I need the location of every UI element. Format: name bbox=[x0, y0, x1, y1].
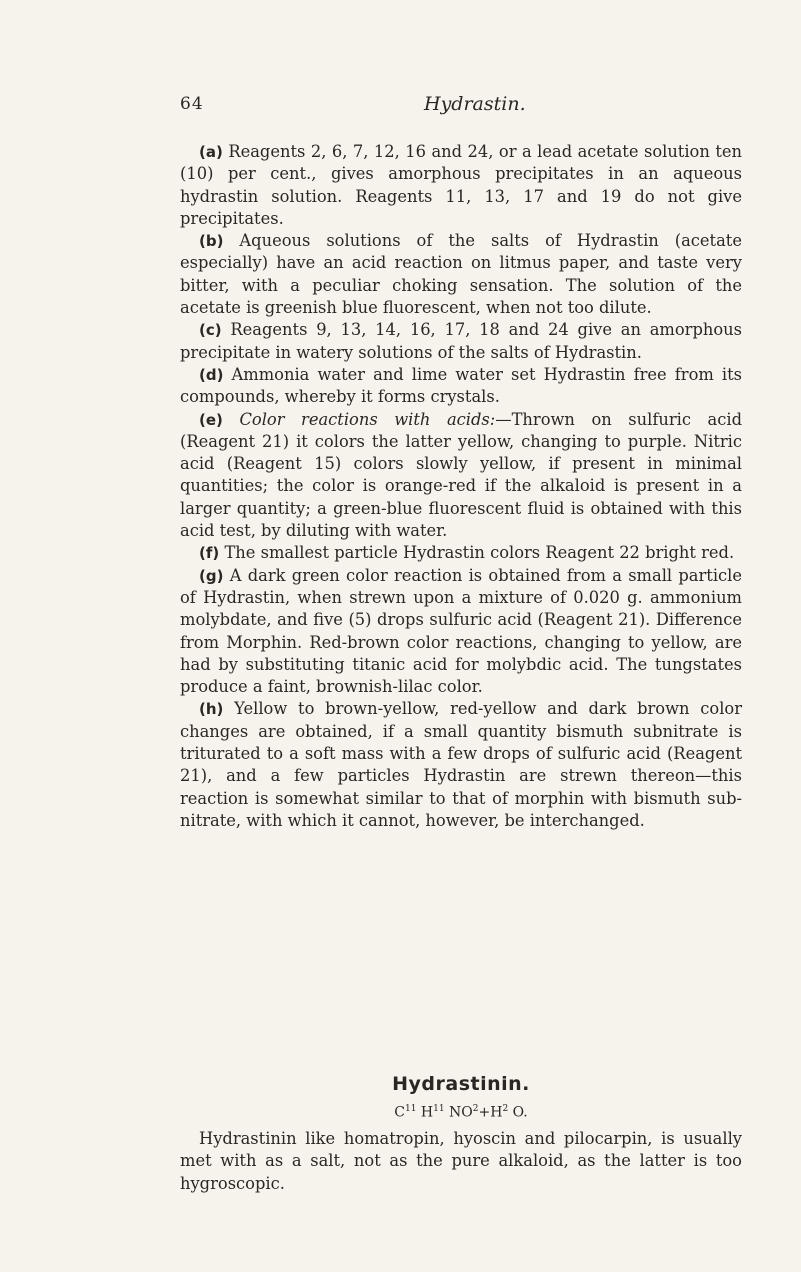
paragraph-c bbox=[180, 319, 742, 364]
paragraph-text: A dark green color reaction is obtained from a small particle of Hydrastin, when strewn upon a mixture of 0.020 g. ammonium molybdate, and five (5) drops sulfuric acid (Reagent 21). Difference from Morphin. Red-brown color reactions, changing to yellow, are had by substituting titanic acid for molybdic acid. The tungstates produce a faint, brownish-lilac color. bbox=[180, 565, 742, 697]
reactions-list bbox=[180, 141, 742, 832]
paragraph-a bbox=[180, 141, 742, 230]
page-number: 64 bbox=[180, 94, 204, 114]
paragraph-marker: (e) bbox=[199, 410, 223, 429]
chemical-formula bbox=[180, 1104, 742, 1121]
formula-o-count: 2 bbox=[472, 1104, 479, 1114]
paragraph-text: Aqueous solutions of the salts of Hydrastin (acetate especially) have an acid reaction on litmus paper, and taste very bitter, with a peculiar choking sensation. The solution of the acetate is greenish blue fluorescent, when not too dilute. bbox=[180, 231, 742, 318]
paragraph-italic-lead: Color reactions with acids: bbox=[239, 409, 496, 429]
formula-h: H bbox=[420, 1104, 434, 1121]
formula-o: O. bbox=[512, 1104, 528, 1121]
paragraph-d bbox=[180, 364, 742, 409]
formula-c: C bbox=[394, 1104, 405, 1121]
paragraph-marker: (a) bbox=[199, 143, 223, 161]
paragraph-marker: (c) bbox=[199, 321, 222, 340]
paragraph-text: Ammonia water and lime water set Hydrastin free from its compounds, whereby it forms crystals. bbox=[180, 364, 742, 407]
section-intro: Hydrastinin like homatropin, hyoscin and pilocarpin, is usually met with as a salt, not as the pure alkaloid, as the latter is too hygroscopic. bbox=[180, 1129, 742, 1193]
paragraph-marker: (h) bbox=[199, 700, 224, 719]
page-header bbox=[180, 94, 741, 120]
paragraph-text: Yellow to brown-yellow, red-yellow and dark brown color changes are obtained, if a small quantity bismuth subnitrate is triturated to a soft mass with a few drops of sulfuric acid (Reagent 21), and a few particles Hydrastin are strewn thereon—this reaction is somewhat similar to that of morphin with bismuth sub-nitrate, with which it cannot, however, be interchanged. bbox=[180, 699, 742, 830]
paragraph-e bbox=[180, 409, 742, 543]
paragraph-marker: (f) bbox=[199, 544, 220, 563]
paragraph-g bbox=[180, 565, 742, 699]
paragraph-text: The smallest particle Hydrastin colors Reagent 22 bright red. bbox=[224, 543, 735, 563]
paragraph-text: Reagents 9, 13, 14, 16, 17, 18 and 24 give an amorphous precipitate in watery solutions of the salts of Hydrastin. bbox=[180, 320, 742, 362]
paragraph-f bbox=[180, 542, 742, 564]
formula-no: NO bbox=[449, 1104, 473, 1121]
paragraph-marker: (d) bbox=[199, 365, 224, 384]
paragraph-text: —Thrown on sulfuric acid (Reagent 21) it colors the latter yellow, changing to purple. Nitric acid (Reagent 15) colors slowly yellow, if present in minimal quantities; the color is orange-red if the alkaloid is present in a larger quantity; a green-blue fluorescent fluid is obtained with this acid test, by diluting with water. bbox=[180, 409, 742, 541]
formula-c-count: 11 bbox=[404, 1104, 417, 1114]
formula-h2-count: 2 bbox=[502, 1104, 509, 1114]
section-heading: Hydrastinin. bbox=[392, 1073, 530, 1095]
formula-h-count: 11 bbox=[433, 1104, 445, 1114]
running-title: Hydrastin. bbox=[424, 93, 526, 115]
paragraph-b bbox=[180, 230, 742, 319]
paragraph-marker: (b) bbox=[199, 232, 224, 251]
paragraph-text: Reagents 2, 6, 7, 12, 16 and 24, or a lead acetate solution ten (10) per cent., gives amorphous precipitates in an aqueous hydrastin solution. Reagents 11, 13, 17 and 19 do not give precipitates. bbox=[180, 142, 742, 228]
formula-plus-h: +H bbox=[478, 1104, 503, 1121]
paragraph-marker: (g) bbox=[199, 566, 224, 585]
paragraph-h bbox=[180, 698, 742, 832]
